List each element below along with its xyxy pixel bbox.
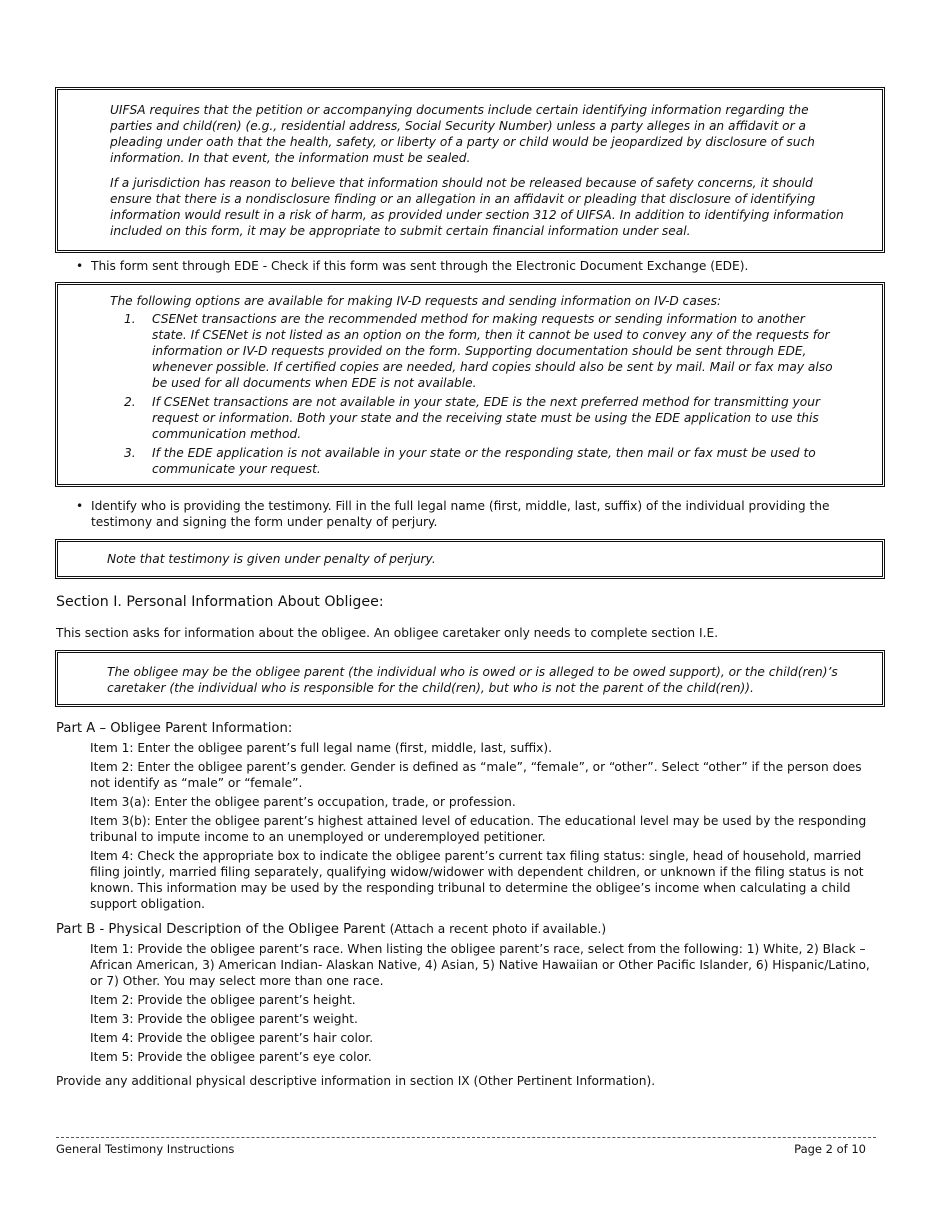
footer-divider	[56, 1137, 876, 1138]
part-b-item: Item 1: Provide the obligee parent’s race. When listing the obligee parent’s race, select from the following: 1) White, 2) Black – African American, 3) American Indian- Alaskan Native, 4) Asian, 5) Native Hawaiian or Other Pacific Islander, 6) Hispanic/Latino, or 7) Other. You may select more than one race.	[90, 942, 870, 988]
closing-note: Provide any additional physical descriptive information in section IX (Other Pertinent Information).	[56, 1074, 656, 1088]
list-item	[110, 445, 842, 477]
bullet-testimony	[76, 498, 846, 530]
list-item-number: 3.	[124, 446, 136, 460]
bullet-ede-text: This form sent through EDE - Check if this form was sent through the Electronic Document Exchange (EDE).	[91, 259, 749, 273]
part-b-title-text: Part B - Physical Description of the Obligee Parent	[56, 922, 386, 937]
section-intro: This section asks for information about the obligee. An obligee caretaker only needs to complete section I.E.	[56, 626, 719, 640]
list-item-text: CSENet transactions are the recommended method for making requests or sending information to another state. If CSENet is not listed as an option on the form, then it cannot be used to convey any of the requests for information or IV-D requests provided on the form. Supporting documentation should be sent through EDE, whenever possible. If certified copies are needed, hard copies should also be sent by mail. Mail or fax may also be used for all documents when EDE is not available.	[152, 312, 833, 390]
part-a-item: Item 2: Enter the obligee parent’s gender. Gender is defined as “male”, “female”, or “other”. Select “other” if the person does not identify as “male” or “female”.	[90, 760, 862, 790]
part-b-title	[56, 921, 876, 938]
perjury-note-text: Note that testimony is given under penalty of perjury.	[107, 552, 436, 566]
uifsa-notice-paragraph-2: If a jurisdiction has reason to believe that information should not be released because of safety concerns, it should ensure that there is a nondisclosure finding or an allegation in an affidavit or pleading that disclosure of identifying information would result in a risk of harm, as provided under section 312 of UIFSA. In addition to identifying information included on this form, it may be appropriate to submit certain financial information under seal.	[110, 176, 844, 238]
iv-d-options-list	[110, 311, 842, 477]
iv-d-options-intro: The following options are available for making IV-D requests and sending information on IV-D cases:	[110, 294, 722, 308]
part-b-item: Item 5: Provide the obligee parent’s eye color.	[90, 1050, 372, 1064]
footer-title: General Testimony Instructions	[56, 1142, 235, 1156]
list-item-number: 2.	[124, 395, 136, 409]
section-heading: Section I. Personal Information About Obligee:	[56, 594, 384, 610]
part-b	[56, 921, 876, 1065]
uifsa-sealing-notice-box	[55, 87, 885, 253]
uifsa-notice-paragraph-1: UIFSA requires that the petition or accompanying documents include certain identifying information regarding the parties and child(ren) (e.g., residential address, Social Security Number) unless a party alleges in an affidavit or a pleading under oath that the health, safety, or liberty of a party or child would be jeopardized by disclosure of such information. In that event, the information must be sealed.	[110, 103, 815, 165]
part-b-item: Item 4: Provide the obligee parent’s hair color.	[90, 1031, 374, 1045]
list-item	[110, 394, 842, 442]
bullet-testimony-text: Identify who is providing the testimony. Fill in the full legal name (first, middle, last, suffix) of the individual providing the testimony and signing the form under penalty of perjury.	[91, 499, 830, 529]
list-item-text: If the EDE application is not available in your state or the responding state, then mail or fax must be used to communicate your request.	[152, 446, 816, 476]
part-a-item: Item 1: Enter the obligee parent’s full legal name (first, middle, last, suffix).	[90, 741, 552, 755]
obligee-definition-box	[55, 650, 885, 707]
part-a-item: Item 3(b): Enter the obligee parent’s highest attained level of education. The educational level may be used by the responding tribunal to impute income to an unemployed or underemployed petitioner.	[90, 814, 867, 844]
part-b-item: Item 3: Provide the obligee parent’s weight.	[90, 1012, 358, 1026]
part-a-item: Item 3(a): Enter the obligee parent’s occupation, trade, or profession.	[90, 795, 516, 809]
bullet-icon: •	[76, 259, 84, 273]
part-b-title-note: (Attach a recent photo if available.)	[389, 922, 607, 936]
list-item-number: 1.	[124, 312, 136, 326]
perjury-note-box	[55, 539, 885, 579]
obligee-definition-text: The obligee may be the obligee parent (the individual who is owed or is alleged to be owed support), or the child(ren)’s caretaker (the individual who is responsible for the child(ren), but who is not the parent of the child(ren)).	[107, 665, 838, 695]
page-number: Page 2 of 10	[794, 1142, 866, 1156]
part-a-title: Part A – Obligee Parent Information:	[56, 721, 293, 736]
list-item-text: If CSENet transactions are not available in your state, EDE is the next preferred method for transmitting your request or information. Both your state and the receiving state must be using the EDE application to use this communication method.	[152, 395, 820, 441]
list-item	[110, 311, 842, 391]
bullet-icon: •	[76, 499, 84, 513]
part-a	[56, 720, 876, 912]
iv-d-options-box	[55, 282, 885, 487]
part-b-item: Item 2: Provide the obligee parent’s height.	[90, 993, 356, 1007]
part-a-item: Item 4: Check the appropriate box to indicate the obligee parent’s current tax filing status: single, head of household, married filing jointly, married filing separately, qualifying widow/widower with dependent children, or unknown if the filing status is not known. This information may be used by the responding tribunal to determine the obligee’s income when calculating a child support obligation.	[90, 849, 864, 911]
bullet-ede	[76, 258, 846, 274]
